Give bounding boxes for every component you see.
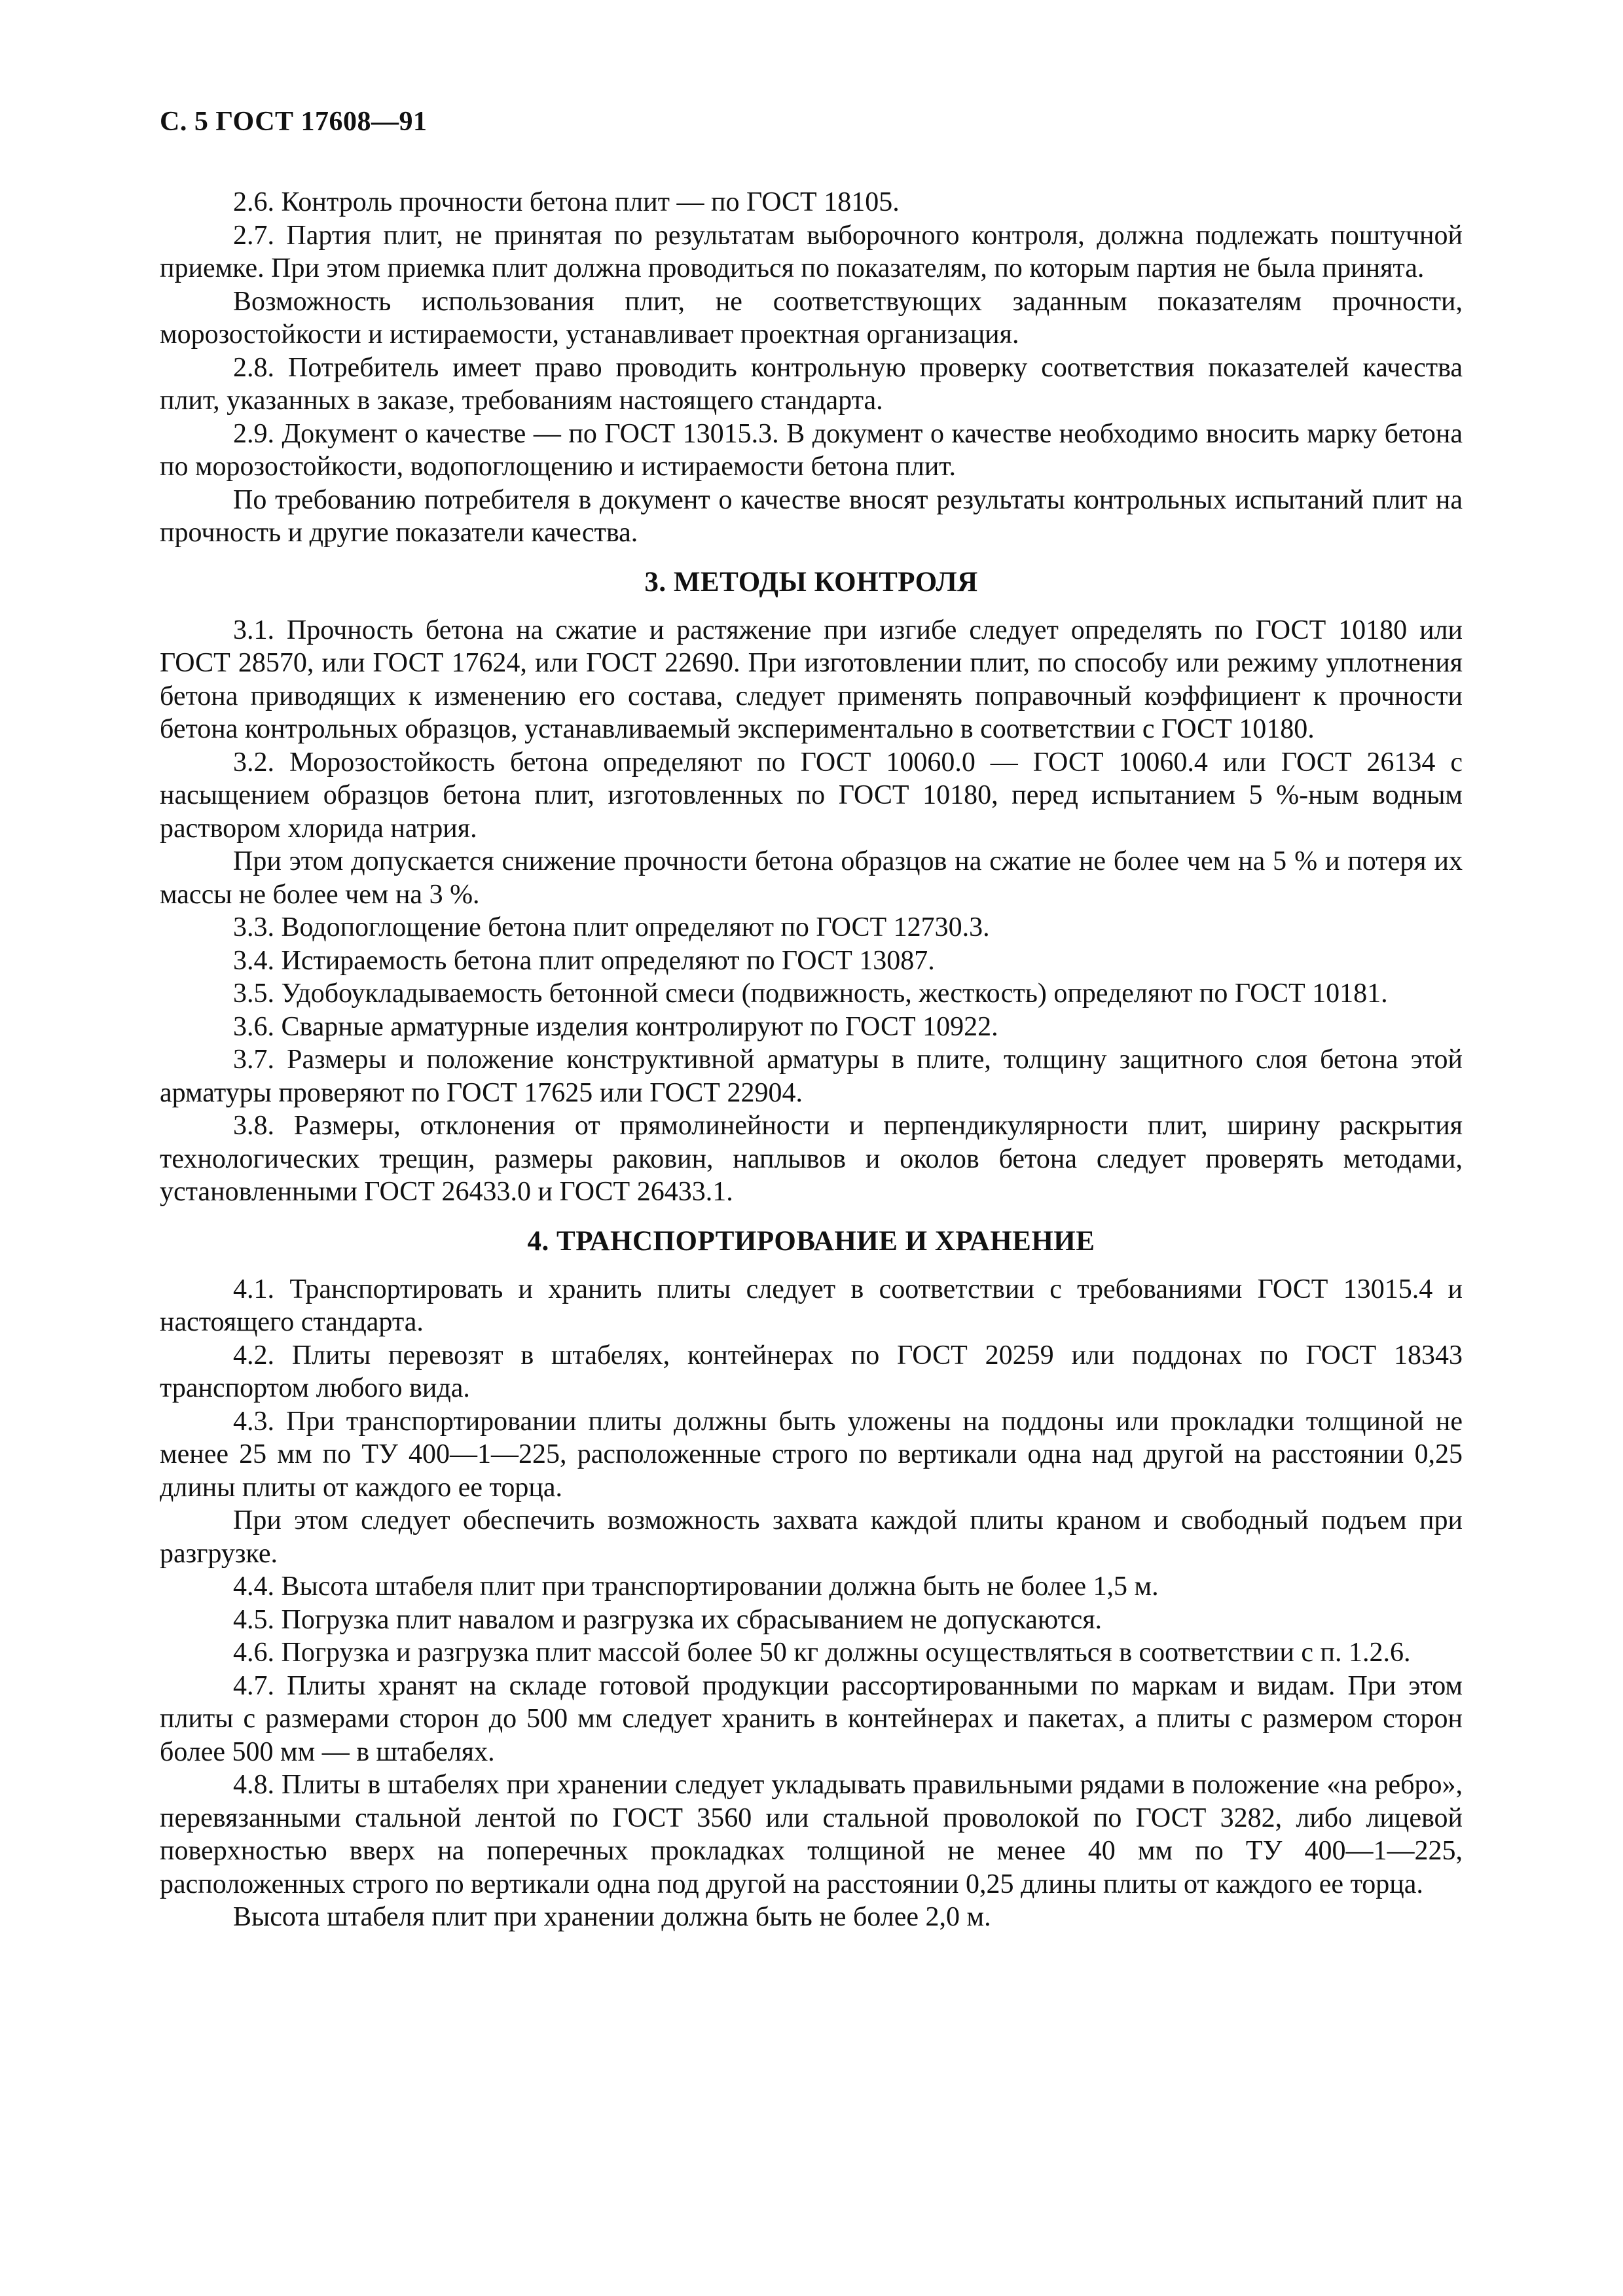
- section-3-title: 3. МЕТОДЫ КОНТРОЛЯ: [644, 566, 978, 598]
- paragraph-4-5: 4.5. Погрузка плит навалом и разгрузка их сбрасыванием не допускаются.: [233, 1604, 1103, 1635]
- paragraph-4-8: 4.8. Плиты в штабелях при хранении следует укладывать правильными рядами в положение «на ребро», перевязанными стальной лентой по ГОСТ 3560 или стальной проволокой по ГОСТ 3282, либо лицевой поверхностью вверх на поперечных прокладках толщиной не менее 40 мм по ТУ 400—1—225, расположенных строго по вертикали одна под другой на расстоянии 0,25 длины плиты от каждого ее торца.: [160, 1770, 1463, 1899]
- paragraph-4-2: 4.2. Плиты перевозят в штабелях, контейнерах по ГОСТ 20259 или поддонах по ГОСТ 18343 транспортом любого вида.: [160, 1340, 1463, 1403]
- paragraph-4-3-note: При этом следует обеспечить возможность захвата каждой плиты краном и свободный подъем при разгрузке.: [160, 1505, 1463, 1569]
- paragraph-3-3: 3.3. Водопоглощение бетона плит определяют по ГОСТ 12730.3.: [233, 912, 990, 942]
- section-4: [160, 1225, 1463, 1934]
- paragraph-3-2-note: При этом допускается снижение прочности бетона образцов на сжатие не более чем на 5 % и потеря их массы не более чем на 3 %.: [160, 846, 1463, 910]
- paragraph-3-8: 3.8. Размеры, отклонения от прямолинейности и перпендикулярности плит, ширину раскрытия технологических трещин, размеры раковин, наплывов и околов бетона следует проверять методами, установленными ГОСТ 26433.0 и ГОСТ 26433.1.: [160, 1111, 1463, 1207]
- paragraph-2-8: 2.8. Потребитель имеет право проводить контрольную проверку соответствия показателей качества плит, указанных в заказе, требованиям настоящего стандарта.: [160, 352, 1463, 416]
- section-3: [160, 565, 1463, 1209]
- paragraph-2-7-note: Возможность использования плит, не соответствующих заданным показателям прочности, морозостойкости и истираемости, устанавливает проектная организация.: [160, 286, 1463, 350]
- paragraph-4-6: 4.6. Погрузка и разгрузка плит массой более 50 кг должны осуществляться в соответствии с п. 1.2.6.: [233, 1638, 1411, 1668]
- paragraph-3-2: 3.2. Морозостойкость бетона определяют по ГОСТ 10060.0 — ГОСТ 10060.4 или ГОСТ 26134 с насыщением образцов бетона плит, изготовленных по ГОСТ 10180, перед испытанием 5 %-ным водным раствором хлорида натрия.: [160, 747, 1463, 844]
- paragraph-3-7: 3.7. Размеры и положение конструктивной арматуры в плите, толщину защитного слоя бетона этой арматуры проверяют по ГОСТ 17625 или ГОСТ 22904.: [160, 1045, 1463, 1108]
- paragraph-4-8-note: Высота штабеля плит при хранении должна быть не более 2,0 м.: [233, 1902, 991, 1932]
- paragraph-4-4: 4.4. Высота штабеля плит при транспортировании должна быть не более 1,5 м.: [233, 1571, 1159, 1602]
- paragraph-3-1: 3.1. Прочность бетона на сжатие и растяжение при изгибе следует определять по ГОСТ 10180 или ГОСТ 28570, или ГОСТ 17624, или ГОСТ 22690. При изготовлении плит, по способу или режиму уплотнения бетона приводящих к изменению его состава, следует применять поправочный коэффициент к прочности бетона контрольных образцов, устанавливаемый экспериментально в соответствии с ГОСТ 10180.: [160, 615, 1463, 744]
- paragraph-3-6: 3.6. Сварные арматурные изделия контролируют по ГОСТ 10922.: [233, 1011, 998, 1042]
- paragraph-3-4: 3.4. Истираемость бетона плит определяют по ГОСТ 13087.: [233, 945, 935, 976]
- section-4-title: 4. ТРАНСПОРТИРОВАНИЕ И ХРАНЕНИЕ: [527, 1225, 1095, 1257]
- paragraph-4-3: 4.3. При транспортировании плиты должны быть уложены на поддоны или прокладки толщиной не менее 25 мм по ТУ 400—1—225, расположенные строго по вертикали одна над другой на расстоянии 0,25 длины плиты от каждого ее торца.: [160, 1406, 1463, 1503]
- paragraph-2-7: 2.7. Партия плит, не принятая по результатам выборочного контроля, должна подлежать поштучной приемке. При этом приемка плит должна проводиться по показателям, по которым партия не была принята.: [160, 220, 1463, 283]
- document-page: [160, 105, 1463, 1934]
- paragraph-3-5: 3.5. Удобоукладываемость бетонной смеси (подвижность, жесткость) определяют по ГОСТ 10181.: [233, 978, 1388, 1009]
- paragraph-4-7: 4.7. Плиты хранят на складе готовой продукции рассортированными по маркам и видам. При этом плиты с размерами сторон до 500 мм следует хранить в контейнерах и пакетах, а плиты с размером сторон более 500 мм — в штабелях.: [160, 1670, 1463, 1767]
- running-header: С. 5 ГОСТ 17608—91: [160, 107, 428, 137]
- section-2-continuation: [160, 186, 1463, 550]
- paragraph-2-6: 2.6. Контроль прочности бетона плит — по ГОСТ 18105.: [233, 187, 900, 217]
- paragraph-2-9: 2.9. Документ о качестве — по ГОСТ 13015.3. В документ о качестве необходимо вносить марку бетона по морозостойкости, водопоглощению и истираемости бетона плит.: [160, 418, 1463, 482]
- paragraph-2-9-note: По требованию потребителя в документ о качестве вносят результаты контрольных испытаний плит на прочность и другие показатели качества.: [160, 484, 1463, 548]
- paragraph-4-1: 4.1. Транспортировать и хранить плиты следует в соответствии с требованиями ГОСТ 13015.4 и настоящего стандарта.: [160, 1274, 1463, 1337]
